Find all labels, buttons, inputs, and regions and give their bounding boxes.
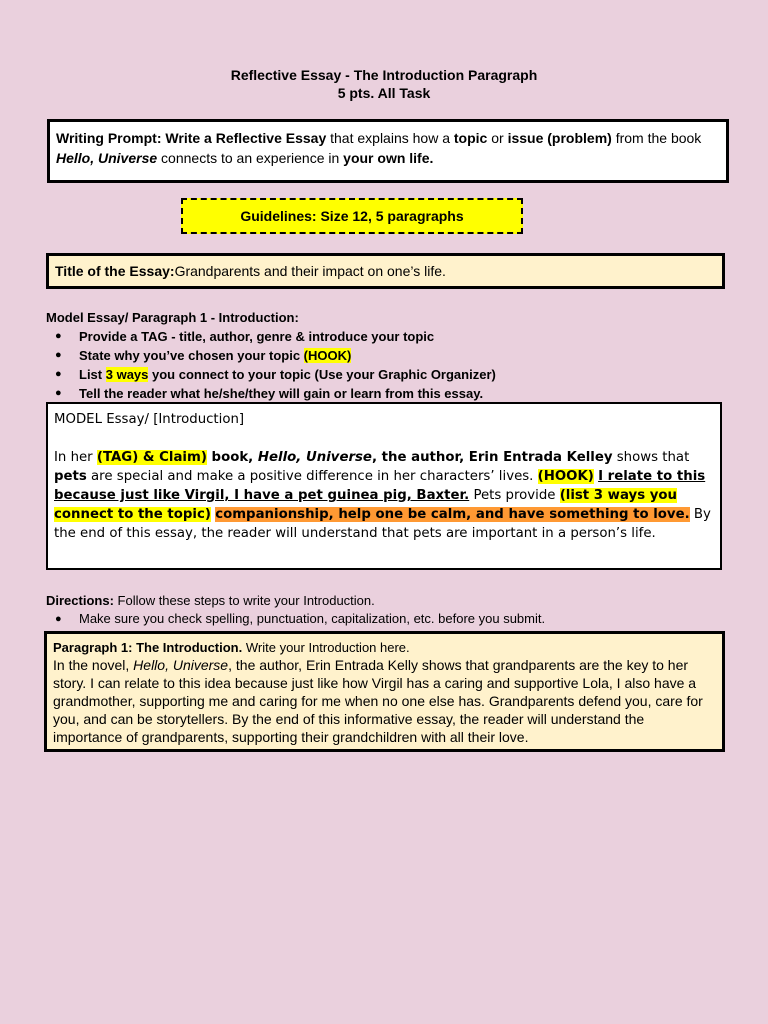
prompt-text-3: from the book: [611, 130, 702, 146]
paragraph1-book: Hello, Universe: [133, 657, 229, 673]
essay-title-label: Title of the Essay:: [55, 263, 175, 279]
bullet-hook-highlight: (HOOK): [303, 348, 352, 363]
prompt-issue: issue (problem): [507, 130, 612, 146]
directions: [46, 592, 375, 610]
paragraph1-text: In the novel,: [53, 657, 134, 673]
model-pets: pets: [54, 469, 87, 484]
model-text: Pets provide: [469, 488, 560, 503]
model-essay-body: [54, 448, 714, 543]
model-heading: Model Essay/ Paragraph 1 - Introduction:: [46, 310, 299, 325]
essay-title-box: [46, 253, 725, 289]
title-line-2: 5 pts. All Task: [337, 85, 431, 101]
bullet-list-post: you connect to your topic (Use your Graphic Organizer): [148, 367, 496, 382]
model-tag-highlight: (TAG) & Claim): [96, 450, 207, 465]
paragraph1-label: Paragraph 1: The Introduction.: [53, 640, 243, 655]
model-text: book,: [206, 450, 258, 465]
prompt-label: Writing Prompt:: [56, 130, 162, 146]
model-author: , the author, Erin Entrada Kelley: [371, 450, 613, 465]
guidelines-text: Guidelines: Size 12, 5 paragraphs: [240, 208, 464, 224]
model-ways-highlight: companionship, help one be calm, and have something to love.: [215, 507, 690, 522]
model-text: In her: [54, 450, 97, 465]
list-item: [46, 384, 496, 403]
model-essay-heading: MODEL Essay/ [Introduction]: [54, 412, 245, 427]
paragraph1-hint: Write your Introduction here.: [242, 640, 410, 655]
model-text: are special and make a positive difference in her characters’ lives.: [86, 469, 538, 484]
prompt-text-4: connects to an experience in: [157, 150, 344, 166]
essay-title-value: Grandparents and their impact on one’s life.: [174, 263, 446, 279]
paragraph1-body[interactable]: [53, 656, 716, 746]
model-text: shows that: [612, 450, 690, 465]
bullet-gain: Tell the reader what he/she/they will gain or learn from this essay.: [79, 386, 484, 401]
paragraph1-text: , the author, Erin Entrada Kelly shows that grandparents are the key to her story. I can relate to this idea because just like how Virgil has a caring and supportive Lola, I also have a grandmother, supporting me and caring for me when no one else has. Grandparents defend you, care for you, and can be storytellers. By the end of this informative essay, the reader will understand the importance of grandparents, supporting their grandchildren with all their love.: [53, 657, 703, 745]
model-relate: I relate to this because just like Virgil, I have a pet guinea pig, Baxter.: [54, 469, 706, 503]
writing-prompt-box: [47, 119, 729, 183]
prompt-text-2: or: [487, 130, 508, 146]
bullet-list-highlight: 3 ways: [105, 367, 149, 382]
list-item: [46, 327, 496, 346]
paragraph1-box[interactable]: [44, 631, 725, 752]
directions-label: Directions:: [46, 593, 114, 608]
guidelines-box: [181, 198, 523, 234]
list-item: [46, 610, 545, 628]
prompt-book: Hello, Universe: [56, 150, 158, 166]
page-title: [0, 66, 768, 102]
bullet-hook-text: State why you’ve chosen your topic: [79, 348, 304, 363]
bullet-tag: Provide a TAG - title, author, genre & introduce your topic: [79, 329, 435, 344]
title-line-1: Reflective Essay - The Introduction Paragraph: [230, 67, 538, 83]
model-book: Hello, Universe: [257, 450, 372, 465]
model-list3-highlight: (list 3 ways you connect to the topic): [54, 488, 678, 522]
prompt-text-1: that explains how a: [326, 130, 454, 146]
paragraph1-header: [53, 639, 716, 656]
list-item: [46, 365, 496, 384]
list-item: [46, 346, 496, 365]
model-essay-box: [46, 402, 722, 570]
directions-bullets: [46, 610, 545, 628]
model-hook-highlight: (HOOK): [537, 469, 594, 484]
prompt-topic: topic: [453, 130, 488, 146]
model-text: By the end of this essay, the reader will understand that pets are important in a person’s life.: [54, 507, 711, 541]
directions-bullet-text: Make sure you check spelling, punctuation, capitalization, etc. before you submit.: [79, 611, 546, 626]
directions-text: Follow these steps to write your Introduction.: [113, 593, 375, 608]
prompt-write: Write a Reflective Essay: [161, 130, 327, 146]
prompt-own-life: your own life.: [343, 150, 434, 166]
bullet-list-text: List: [79, 367, 106, 382]
model-bullets: [46, 327, 496, 403]
